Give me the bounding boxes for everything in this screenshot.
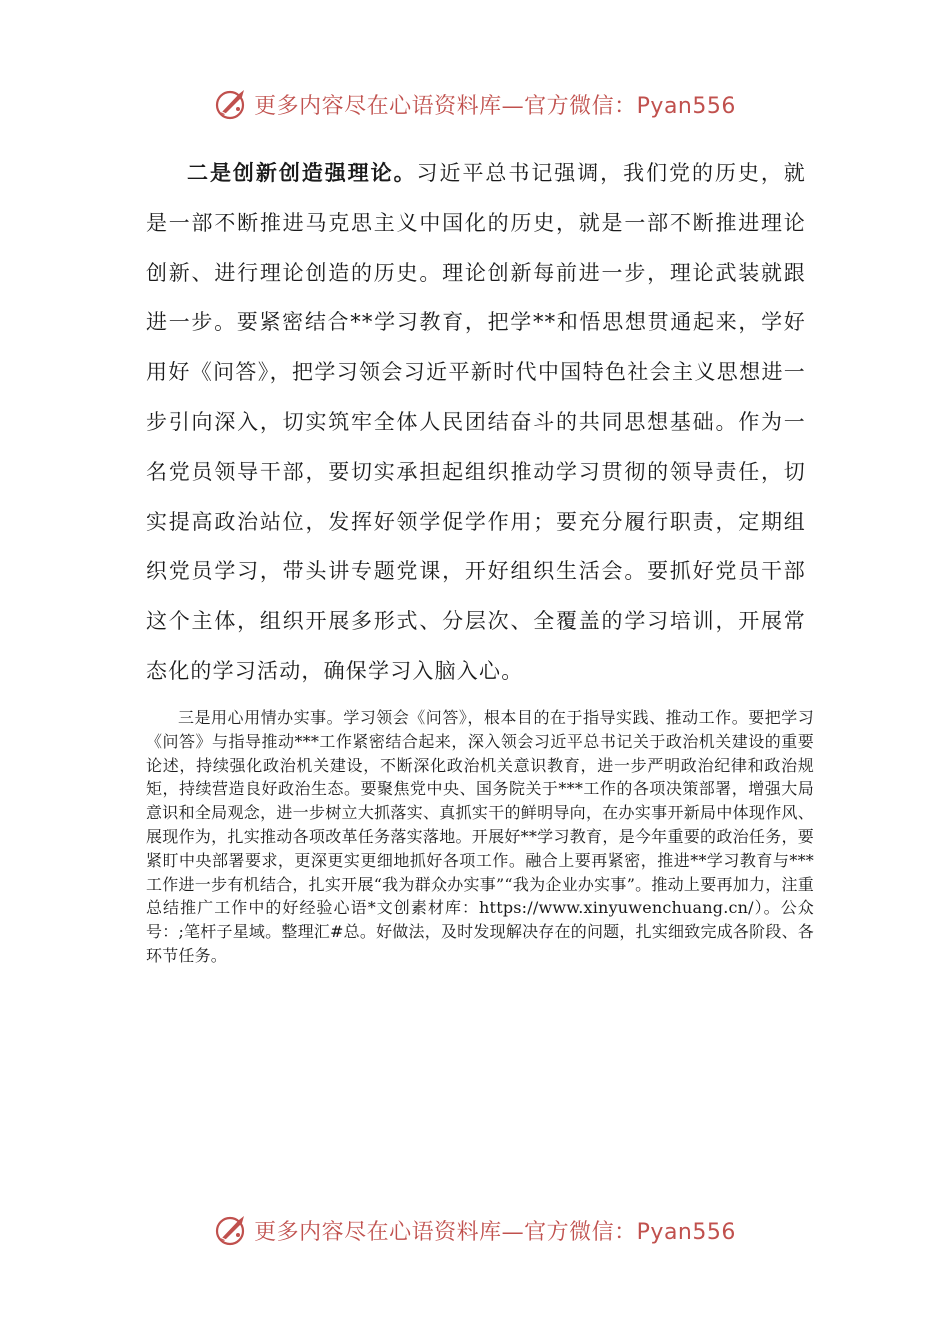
section-2-paragraph <box>146 148 806 697</box>
watermark-text: 更多内容尽在心语资料库—官方微信：Pyan556 <box>254 1219 736 1245</box>
watermark-footer <box>0 1210 950 1250</box>
section-2-heading: 二是创新创造强理论。 <box>187 160 417 185</box>
section-3-paragraph: 三是用心用情办实事。学习领会《问答》，根本目的在于指导实践、推动工作。要把学习《问答》与指导推动***工作紧密结合起来，深入领会习近平总书记关于政治机关建设的重要论述，持续强化政治机关建设，不断深化政治机关意识教育，进一步严明政治纪律和政治规矩，持续营造良好政治生态。要聚焦党中央、国务院关于***工作的各项决策部署，增强大局意识和全局观念，进一步树立大抓落实、真抓实干的鲜明导向，在办实事开新局中体现作风、展现作为，扎实推动各项改革任务落实落地。开展好**学习教育，是今年重要的政治任务，要紧盯中央部署要求，更深更实更细地抓好各项工作。融合上要再紧密，推进**学习教育与***工作进一步有机结合，扎实开展“我为群众办实事”“我为企业办实事”。推动上要再加力，注重总结推广工作中的好经验心语*文创素材库：https://www.xinyuwenchuang.cn/）。公众号：;笔杆子星域。整理汇#总。好做法，及时发现解决存在的问题，扎实细致完成各阶段、各环节任务。 <box>146 708 814 965</box>
watermark-text: 更多内容尽在心语资料库—官方微信：Pyan556 <box>254 93 736 119</box>
pen-logo-icon <box>214 86 250 122</box>
pen-logo-icon <box>214 1212 250 1248</box>
watermark-header <box>0 84 950 124</box>
section-2-body: 习近平总书记强调，我们党的历史，就是一部不断推进马克思主义中国化的历史，就是一部不断推进理论创新、进行理论创造的历史。理论创新每前进一步，理论武装就跟进一步。要紧密结合**学习教育，把学**和悟思想贯通起来，学好用好《问答》，把学习领会习近平新时代中国特色社会主义思想进一步引向深入，切实筑牢全体人民团结奋斗的共同思想基础。作为一名党员领导干部，要切实承担起组织推动学习贯彻的领导责任，切实提高政治站位，发挥好领学促学作用；要充分履行职责，定期组织党员学习，带头讲专题党课，开好组织生活会。要抓好党员干部这个主体，组织开展多形式、分层次、全覆盖的学习培训，开展常态化的学习活动，确保学习入脑入心。 <box>146 161 807 683</box>
